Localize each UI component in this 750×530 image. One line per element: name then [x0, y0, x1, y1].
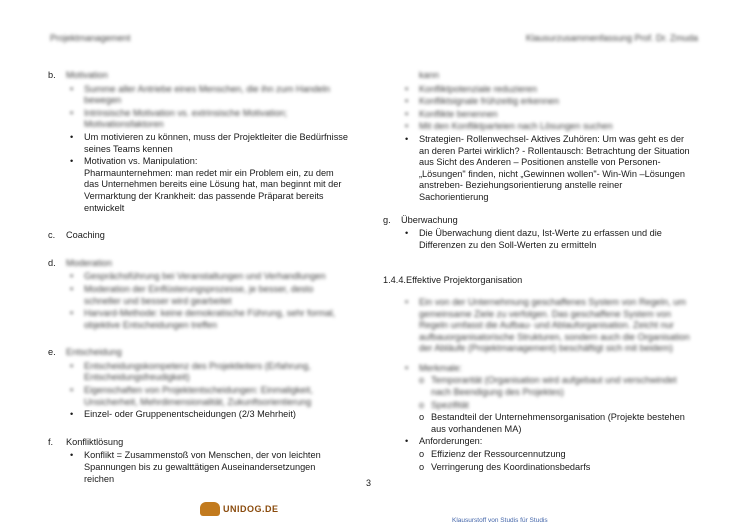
bullet-list — [383, 228, 693, 251]
spacer — [48, 248, 348, 258]
list-item — [48, 108, 348, 131]
circle-bullet-icon: o — [419, 461, 425, 472]
section-title: Moderation — [66, 257, 112, 268]
list-item — [383, 436, 693, 448]
spacer — [383, 205, 693, 215]
bullet-icon: • — [405, 296, 409, 307]
bullet-icon: • — [70, 308, 74, 319]
list-item-text: Anforderungen: — [419, 436, 483, 447]
list-item-text: Moderation der Einflüsterungsprozesse, je besser, desto schneller und besser wird gearbeitet — [84, 283, 314, 306]
section-letter: e. — [48, 347, 56, 358]
section-heading: 1.4.4.Effektive Projektorganisation — [383, 275, 523, 286]
bullet-icon: • — [70, 271, 74, 282]
list-item-text: Eigenschaften von Projektentscheidungen: Einmaligkeit, Unsicherheit, Mehrdimensionalität, Zukunftsorientierung — [84, 385, 313, 407]
section — [48, 437, 348, 485]
list-item-text: Spezifität — [431, 399, 469, 410]
list-item-text: Gesprächsführung bei Veranstaltungen und Verhandlungen — [84, 271, 326, 282]
list-item-text: Einzel- oder Gruppenentscheidungen (2/3 Mehrheit) — [84, 409, 296, 420]
section-title: Entscheidung — [66, 347, 122, 358]
list-item-text: Konflikt = Zusammenstoß von Menschen, der von leichten Spannungen bis zu gewalttätigen Auseinandersetzungen reichen — [84, 450, 321, 484]
list-item — [48, 132, 348, 155]
spacer — [48, 427, 348, 437]
list-item-text: Strategien- Rollenwechsel- Aktives Zuhören: Um was geht es der an deren Partei wirklich? - Rollentausch: Betrachtung der Situation aus Sicht des Anderen – Positionen anstelle von Personen- „Lösungen" finden, nicht „Gewinnen wollen"- Win-Win –Lösungen anstreben- Beziehungsorientierung anstelle reiner Sachorientierung — [419, 133, 690, 202]
list-item-text: Ein von der Unternehmung geschaffenes System von Regeln, um gemeinsame Ziele zu verfolgen. Das geschaffene System von Regeln umfasst die Aufbau- und Ablauforganisation. Zeicht nur aufbauorganisatorische Strukturen, sondern auch die Organisation der Abläufe (Projektmanagement) beschäftigt sich mit beidem) — [419, 296, 690, 354]
section-letter: f. — [48, 436, 54, 447]
spacer — [383, 257, 693, 267]
list-item — [48, 156, 348, 214]
page-number: 3 — [366, 478, 372, 488]
list-item-text: Summe aller Antriebe eines Menschen, die ihn zum Handeln bewegen — [84, 83, 331, 106]
list-item — [383, 412, 693, 435]
bullet-icon: • — [405, 228, 409, 239]
circle-bullet-icon: o — [419, 412, 425, 423]
bullet-icon: • — [405, 133, 409, 144]
bullet-icon: • — [405, 436, 409, 447]
list-item-text: Konfliktpotenziale reduzieren — [419, 83, 537, 94]
bullet-list — [48, 450, 348, 485]
section-title: Motivation — [66, 70, 108, 80]
spacer — [48, 220, 348, 230]
circle-bullet-icon: o — [419, 449, 425, 460]
list-item — [48, 361, 348, 384]
list-item — [383, 84, 693, 96]
list-item — [383, 134, 693, 204]
bullet-icon: • — [405, 108, 409, 119]
bullet-list — [48, 361, 348, 421]
circle-bullet-icon: o — [419, 399, 425, 410]
section — [48, 347, 348, 421]
list-item-text: Merkmale: — [419, 362, 462, 373]
dog-logo-icon — [200, 502, 220, 516]
list-item — [48, 385, 348, 408]
list-item-text: Verringerung des Koordinationsbedarfs — [431, 461, 591, 472]
list-item — [383, 297, 693, 355]
bullet-icon: • — [70, 283, 74, 294]
section-letter: b. — [48, 70, 56, 80]
section-letter: c. — [48, 230, 56, 241]
continued-text: kann — [419, 70, 439, 80]
list-item-text: Entscheidungskompetenz des Projektleiters (Erfahrung, Entscheidungsfreudigkeit) — [84, 360, 311, 383]
list-item — [383, 375, 693, 398]
list-item-text: Effizienz der Ressourcennutzung — [431, 449, 566, 460]
list-item — [383, 363, 693, 375]
list-item — [48, 450, 348, 485]
list-item-text: Konfliktsignale frühzeitig erkennen — [419, 96, 559, 107]
spacer — [48, 491, 348, 501]
section — [48, 258, 348, 332]
list-item-text: Intrinsische Motivation vs. extrinsische Motivation; Motivationsfaktoren — [84, 107, 288, 130]
list-item-text: Um motivieren zu können, muss der Projektleiter die Bedürfnisse seines Teams kennen — [84, 131, 349, 154]
bullet-icon: • — [70, 83, 74, 94]
section-letter: g. — [383, 214, 391, 225]
list-item-text: Bestandteil der Unternehmensorganisation (Projekte bestehen aus vorhandenen MA) — [431, 412, 685, 434]
bullet-list — [48, 271, 348, 331]
list-item-text: Mit den Konfliktparteien nach Lösungen suchen — [419, 121, 613, 132]
list-item — [48, 308, 348, 331]
list-item — [48, 409, 348, 421]
left-column — [48, 70, 348, 501]
logo — [200, 502, 279, 516]
list-item — [383, 462, 693, 474]
bullet-list — [48, 84, 348, 215]
list-item-text: Harvard-Methode: keine demokratische Führung, sehr formal, objektive Entscheidungen treffen — [84, 308, 336, 330]
section — [383, 215, 693, 252]
list-item-text: Konflikte benennen — [419, 108, 498, 119]
footer-text: Klausurstoff von Studis für Studis — [452, 517, 548, 524]
list-item-text: Temporarität (Organisation wird aufgebaut und verschwindet nach Beendigung des Projektes) — [431, 375, 677, 398]
bullet-icon: • — [70, 360, 74, 371]
header-left: Projektmanagement — [50, 33, 131, 43]
section-title: Überwachung — [401, 214, 458, 225]
section-title: Coaching — [66, 230, 105, 241]
list-item — [383, 400, 693, 412]
bullet-icon: • — [405, 83, 409, 94]
list-item — [383, 228, 693, 251]
list-item — [383, 96, 693, 108]
logo-text: UNIDOG.DE — [223, 504, 279, 514]
bullet-icon: • — [70, 156, 74, 167]
list-item — [48, 84, 348, 107]
list-item — [383, 449, 693, 461]
list-item-text: Die Überwachung dient dazu, Ist-Werte zu erfassen und die Differenzen zu den Soll-Werten zu ermitteln — [419, 228, 662, 250]
section — [48, 230, 348, 242]
header-right: Klausurzusammenfassung Prof. Dr. Zmuda — [525, 33, 698, 43]
list-item — [383, 121, 693, 133]
bullet-icon: • — [70, 385, 74, 396]
bullet-list — [383, 84, 693, 204]
section-letter: d. — [48, 257, 56, 268]
bullet-icon: • — [70, 131, 74, 142]
bullet-icon: • — [70, 107, 74, 118]
bullet-icon: • — [405, 121, 409, 132]
bullet-list — [383, 297, 693, 473]
bullet-icon: • — [70, 450, 74, 461]
list-item — [48, 284, 348, 307]
spacer — [48, 337, 348, 347]
bullet-icon: • — [405, 96, 409, 107]
list-item-text: Motivation vs. Manipulation: Pharmaunternehmen: man redet mir ein Problem ein, zu dem das Unternehmen bereits eine Lösung hat, man beginnt mit der Vermarktung der Krankheit: das passende Präparat bereits entwickelt — [84, 156, 342, 213]
list-item — [48, 271, 348, 283]
list-item — [383, 109, 693, 121]
bullet-icon: • — [70, 409, 74, 420]
circle-bullet-icon: o — [419, 375, 425, 386]
bullet-icon: • — [405, 362, 409, 373]
right-column — [383, 70, 693, 474]
section-title: Konfliktlösung — [66, 436, 124, 447]
section — [48, 70, 348, 214]
